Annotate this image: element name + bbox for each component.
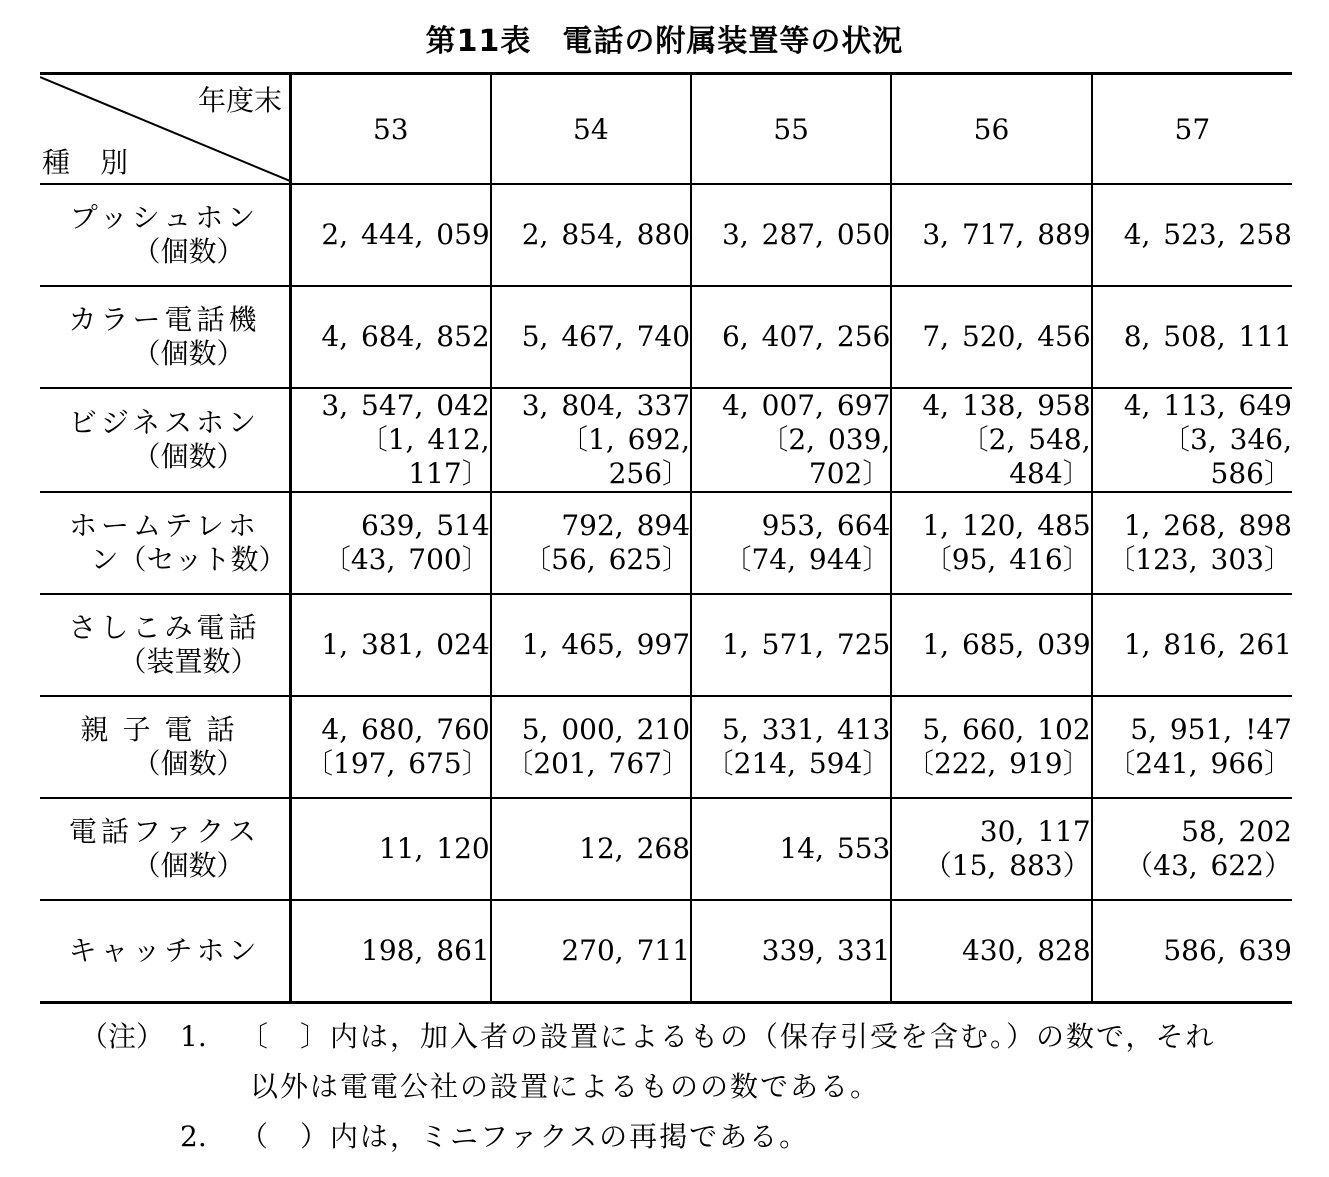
table-row bbox=[40, 388, 1292, 492]
subscriber-value: 〔123, 303〕 bbox=[1107, 543, 1292, 576]
header-row bbox=[40, 74, 1292, 185]
value: 5, 660, 102 bbox=[922, 713, 1091, 746]
value: 430, 828 bbox=[961, 934, 1091, 967]
table-row bbox=[40, 286, 1292, 388]
row-category bbox=[40, 286, 290, 388]
year-header: 57 bbox=[1092, 74, 1292, 185]
value-cell bbox=[691, 696, 891, 798]
value: 3, 287, 050 bbox=[722, 218, 891, 251]
year-header: 55 bbox=[691, 74, 891, 185]
value-cell bbox=[491, 798, 691, 900]
value-cell bbox=[1092, 492, 1292, 594]
subscriber-value: 〔56, 625〕 bbox=[523, 543, 691, 576]
value: 5, 951, !47 bbox=[1130, 713, 1292, 746]
value-cell bbox=[891, 184, 1091, 286]
year-header: 54 bbox=[491, 74, 691, 185]
value: 6, 407, 256 bbox=[722, 320, 891, 353]
value-cell bbox=[891, 388, 1091, 492]
value: 198, 861 bbox=[361, 934, 490, 967]
value-cell bbox=[491, 696, 691, 798]
value: 953, 664 bbox=[761, 509, 891, 542]
subscriber-value: 〔3, 346, 586〕 bbox=[1162, 423, 1292, 490]
category-unit: （個数） bbox=[132, 235, 245, 268]
category-unit: （個数） bbox=[132, 747, 245, 780]
value-cell bbox=[491, 184, 691, 286]
subscriber-value: 〔201, 767〕 bbox=[505, 747, 691, 780]
category-name: ホームテレホ bbox=[69, 509, 260, 542]
value: 1, 381, 024 bbox=[321, 628, 490, 661]
value-cell bbox=[1092, 286, 1292, 388]
value: 11, 120 bbox=[378, 832, 490, 865]
footnote-number: 2. bbox=[180, 1120, 207, 1153]
value: 586, 639 bbox=[1163, 934, 1292, 967]
value: 639, 514 bbox=[361, 509, 490, 542]
footnote-1-continued bbox=[80, 1062, 1300, 1112]
footnote-1 bbox=[80, 1012, 1300, 1062]
footnote-number: 1. bbox=[180, 1020, 207, 1053]
subscriber-value: 〔214, 594〕 bbox=[705, 747, 891, 780]
value-cell bbox=[1092, 798, 1292, 900]
value: 339, 331 bbox=[761, 934, 891, 967]
value: 1, 571, 725 bbox=[722, 628, 891, 661]
table-row bbox=[40, 900, 1292, 1003]
value: 8, 508, 111 bbox=[1123, 320, 1292, 353]
value: 4, 523, 258 bbox=[1123, 218, 1292, 251]
value: 1, 816, 261 bbox=[1123, 628, 1292, 661]
value-cell bbox=[691, 900, 891, 1003]
value-cell bbox=[691, 184, 891, 286]
value-cell bbox=[290, 388, 490, 492]
data-table bbox=[40, 72, 1292, 1004]
value-cell bbox=[691, 492, 891, 594]
footnote-text: 以外は電電公社の設置によるものの数である。 bbox=[250, 1070, 881, 1103]
row-category bbox=[40, 900, 290, 1003]
value: 3, 547, 042 bbox=[321, 389, 490, 422]
minifax-value: （43, 622） bbox=[1125, 849, 1292, 882]
value: 5, 000, 210 bbox=[521, 713, 691, 746]
value-cell bbox=[1092, 388, 1292, 492]
value-cell bbox=[1092, 696, 1292, 798]
row-category bbox=[40, 492, 290, 594]
row-category bbox=[40, 388, 290, 492]
value: 7, 520, 456 bbox=[922, 320, 1091, 353]
value: 30, 117 bbox=[979, 815, 1091, 848]
subscriber-value: 〔43, 700〕 bbox=[322, 543, 490, 576]
value-cell bbox=[290, 594, 490, 696]
header-corner bbox=[40, 74, 290, 185]
value-cell bbox=[290, 286, 490, 388]
subscriber-value: 〔197, 675〕 bbox=[305, 747, 490, 780]
value-cell bbox=[1092, 184, 1292, 286]
value-cell bbox=[491, 492, 691, 594]
subscriber-value: 〔2, 548, 484〕 bbox=[960, 423, 1091, 490]
value: 5, 331, 413 bbox=[722, 713, 891, 746]
category-unit: （個数） bbox=[132, 337, 245, 370]
footnote-text: 〔 〕内は，加入者の設置によるもの（保存引受を含む。）の数で，それ bbox=[240, 1020, 1216, 1053]
value-cell bbox=[290, 492, 490, 594]
value-cell bbox=[691, 388, 891, 492]
category-name: さしこみ電話 bbox=[68, 611, 261, 644]
table-row bbox=[40, 492, 1292, 594]
value-cell bbox=[1092, 594, 1292, 696]
subscriber-value: 〔1, 412, 117〕 bbox=[359, 423, 490, 490]
category-name: カラー電話機 bbox=[68, 303, 261, 336]
subscriber-value: 〔74, 944〕 bbox=[723, 543, 891, 576]
category-name: プッシュホン bbox=[69, 201, 260, 234]
subscriber-value: 〔1, 692, 256〕 bbox=[560, 423, 691, 490]
value-cell bbox=[691, 594, 891, 696]
value-cell bbox=[891, 798, 1091, 900]
footnotes bbox=[80, 1012, 1300, 1162]
subscriber-value: 〔95, 416〕 bbox=[923, 543, 1091, 576]
value: 12, 268 bbox=[579, 832, 691, 865]
value-cell bbox=[891, 492, 1091, 594]
value: 270, 711 bbox=[561, 934, 691, 967]
row-category bbox=[40, 696, 290, 798]
value: 5, 467, 740 bbox=[521, 320, 691, 353]
value: 2, 444, 059 bbox=[321, 218, 490, 251]
row-category bbox=[40, 798, 290, 900]
value: 4, 113, 649 bbox=[1123, 389, 1292, 422]
row-category bbox=[40, 594, 290, 696]
subscriber-value: 〔2, 039, 702〕 bbox=[760, 423, 891, 490]
table-row bbox=[40, 184, 1292, 286]
value-cell bbox=[1092, 900, 1292, 1003]
value-cell bbox=[290, 798, 490, 900]
category-unit: （個数） bbox=[132, 849, 245, 882]
value: 4, 007, 697 bbox=[722, 389, 891, 422]
value-cell bbox=[891, 286, 1091, 388]
value-cell bbox=[891, 594, 1091, 696]
year-header: 53 bbox=[290, 74, 490, 185]
corner-label-fiscal-year-end: 年度末 bbox=[197, 84, 282, 117]
value: 792, 894 bbox=[561, 509, 691, 542]
value: 2, 854, 880 bbox=[521, 218, 691, 251]
value-cell bbox=[891, 696, 1091, 798]
category-unit: ン（セット数） bbox=[90, 543, 287, 576]
value-cell bbox=[491, 594, 691, 696]
row-category bbox=[40, 184, 290, 286]
year-header: 56 bbox=[891, 74, 1091, 185]
table-row bbox=[40, 798, 1292, 900]
value: 1, 120, 485 bbox=[922, 509, 1091, 542]
value-cell bbox=[491, 388, 691, 492]
value: 14, 553 bbox=[779, 832, 891, 865]
category-name: ビジネスホン bbox=[68, 406, 261, 439]
value-cell bbox=[691, 798, 891, 900]
value: 3, 717, 889 bbox=[922, 218, 1091, 251]
table-row bbox=[40, 696, 1292, 798]
category-unit: （装置数） bbox=[118, 645, 259, 678]
value-cell bbox=[491, 900, 691, 1003]
value-cell bbox=[691, 286, 891, 388]
category-name: キャッチホン bbox=[68, 934, 261, 967]
value-cell bbox=[491, 286, 691, 388]
value: 58, 202 bbox=[1181, 815, 1292, 848]
value: 3, 804, 337 bbox=[521, 389, 691, 422]
value: 1, 268, 898 bbox=[1123, 509, 1292, 542]
category-unit: （個数） bbox=[132, 440, 245, 473]
category-name: 親子電話 bbox=[80, 713, 249, 746]
value-cell bbox=[290, 696, 490, 798]
minifax-value: （15, 883） bbox=[923, 849, 1091, 882]
value: 4, 138, 958 bbox=[922, 389, 1091, 422]
footnote-text: （ ）内は，ミニファクスの再掲である。 bbox=[240, 1120, 810, 1153]
value: 1, 465, 997 bbox=[521, 628, 691, 661]
subscriber-value: 〔241, 966〕 bbox=[1107, 747, 1292, 780]
value-cell bbox=[891, 900, 1091, 1003]
subscriber-value: 〔222, 919〕 bbox=[905, 747, 1091, 780]
category-name: 電話ファクス bbox=[68, 815, 261, 848]
notes-label: （注） bbox=[80, 1020, 165, 1053]
table-row bbox=[40, 594, 1292, 696]
value-cell bbox=[290, 184, 490, 286]
footnote-2 bbox=[80, 1112, 1300, 1162]
value: 1, 685, 039 bbox=[922, 628, 1091, 661]
corner-label-category: 種別 bbox=[42, 146, 159, 179]
table-title: 第11表 電話の附属装置等の状況 bbox=[425, 24, 904, 59]
value: 4, 680, 760 bbox=[321, 713, 490, 746]
value: 4, 684, 852 bbox=[321, 320, 490, 353]
value-cell bbox=[290, 900, 490, 1003]
